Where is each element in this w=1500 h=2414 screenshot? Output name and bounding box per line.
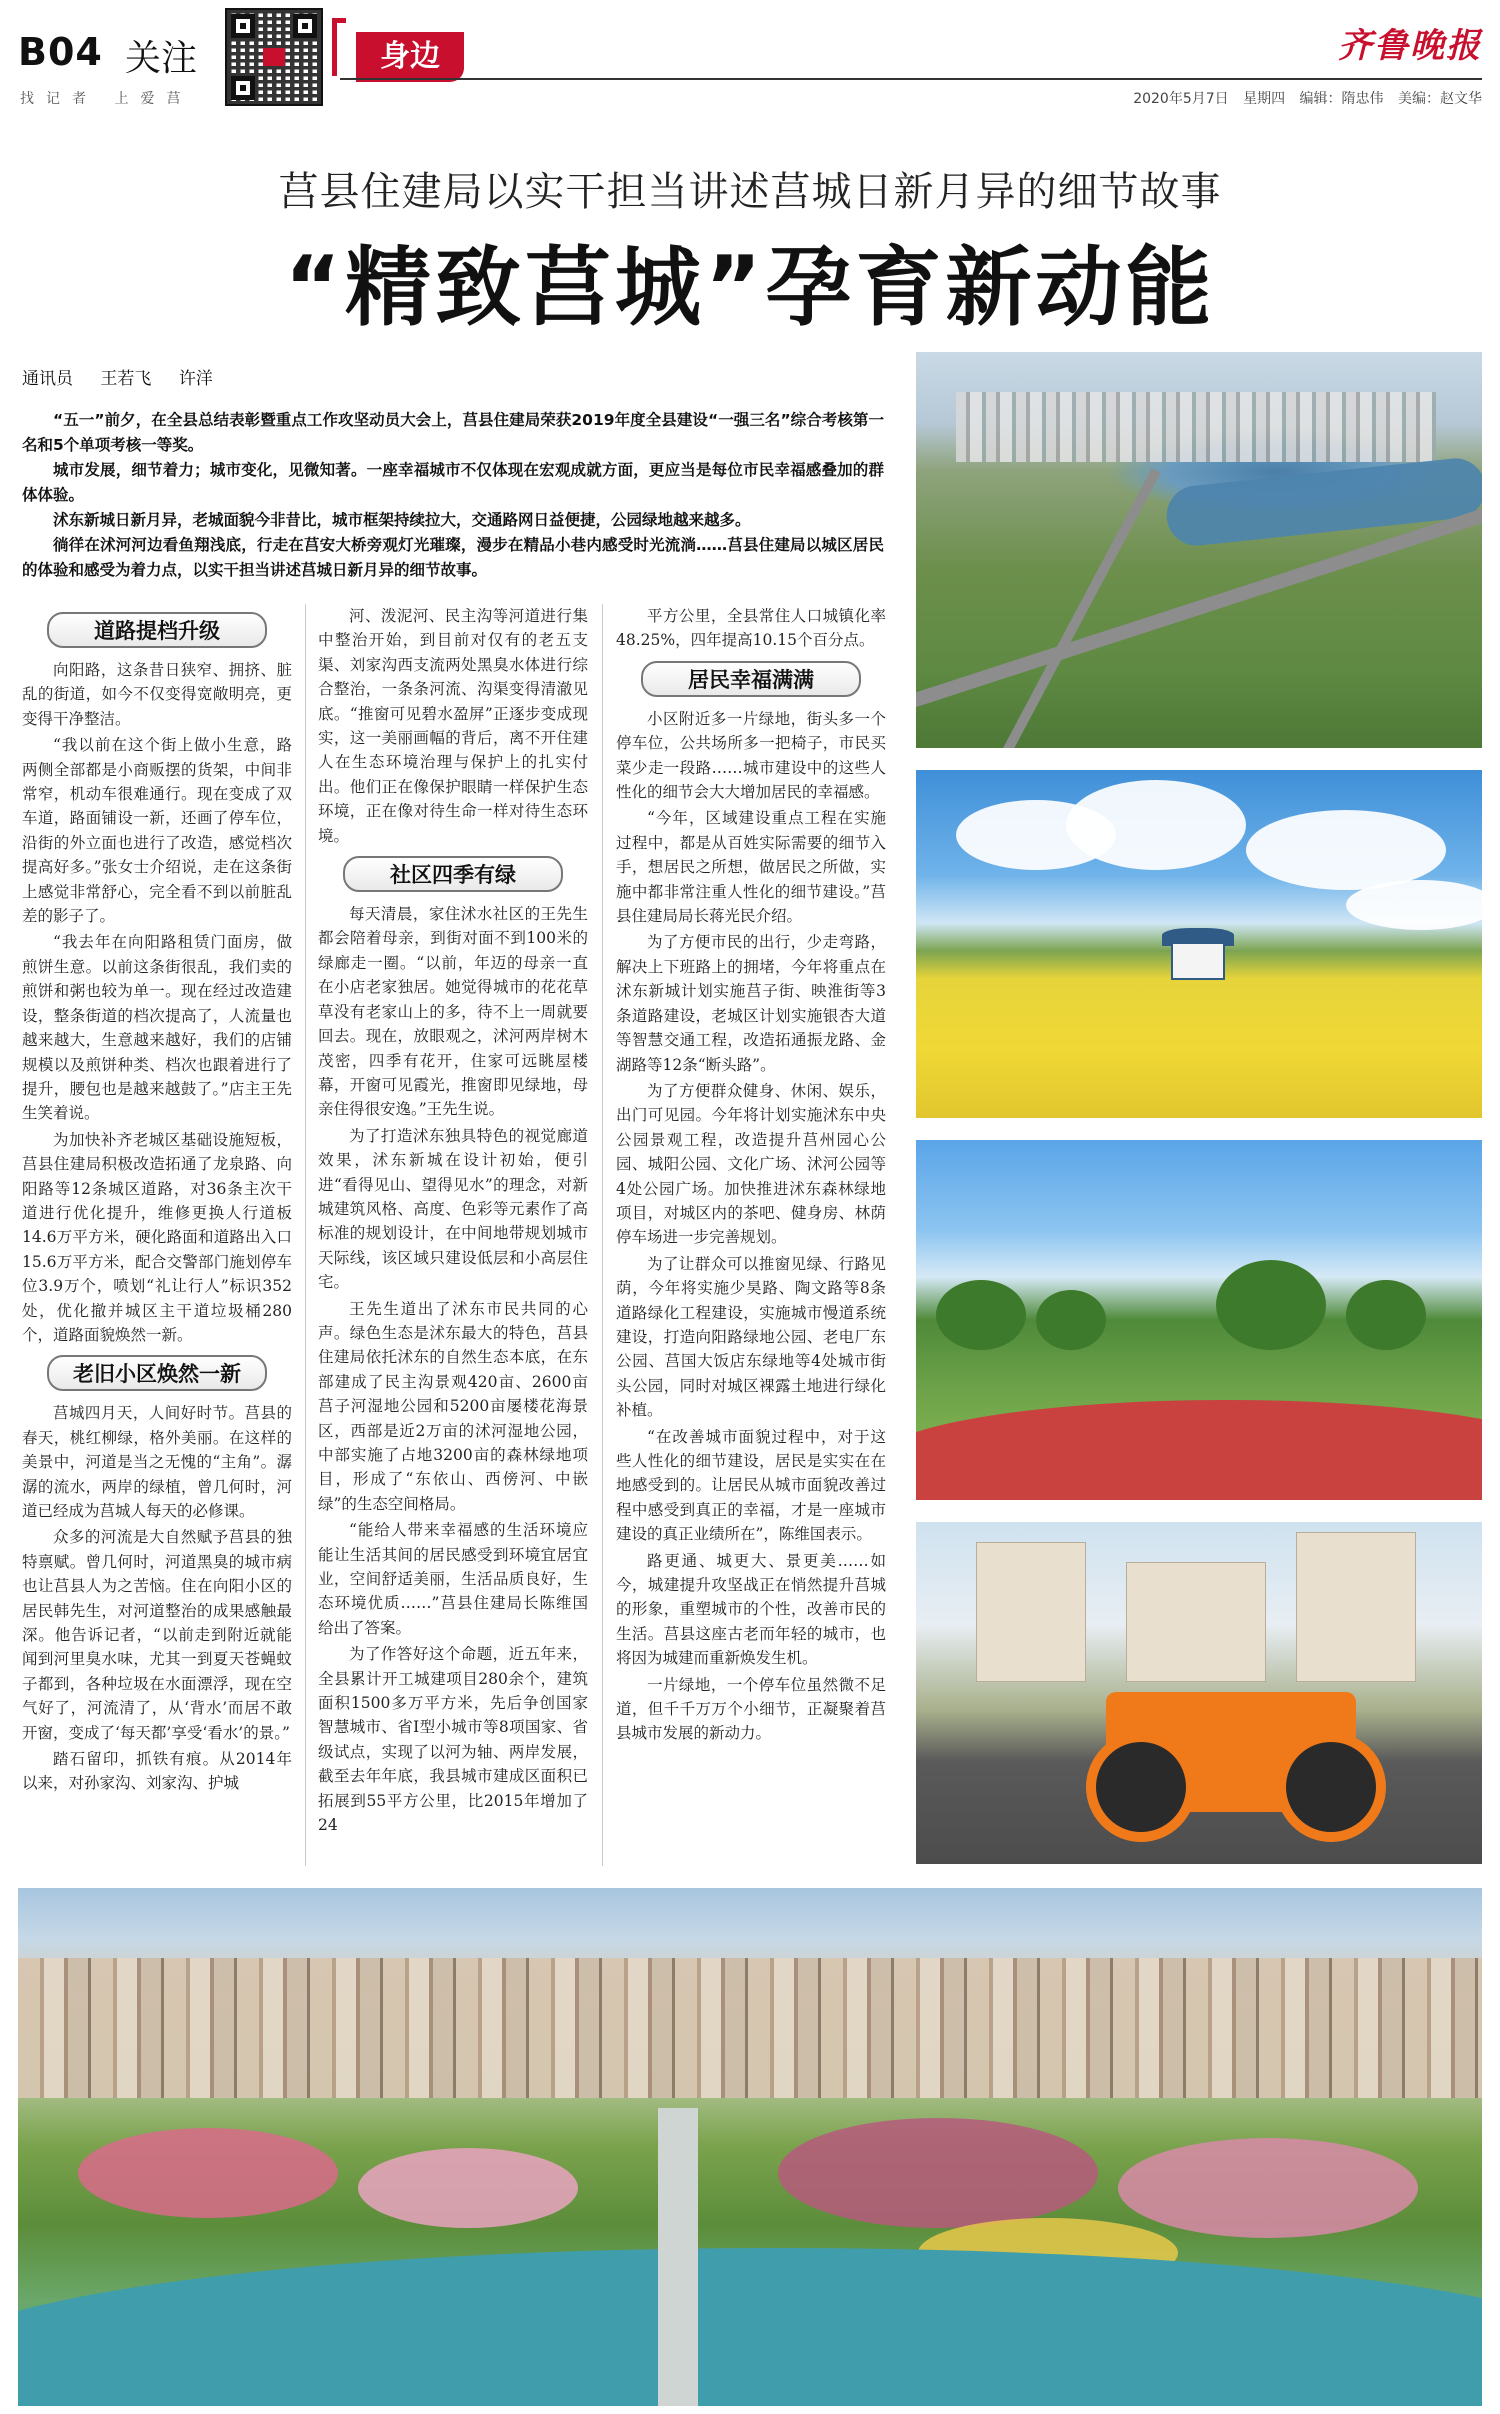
section-badge: 身边 [356, 32, 464, 82]
dateline [1123, 88, 1482, 108]
section-heading: 老旧小区焕然一新 [47, 1355, 267, 1391]
qr-code[interactable] [225, 8, 323, 106]
photo-park-running-track [916, 1140, 1482, 1500]
column-divider [602, 604, 603, 1866]
photo-road-roller-construction [916, 1522, 1482, 1864]
lead-paragraph: 城市发展，细节着力；城市变化，见微知著。一座幸福城市不仅体现在宏观成就方面，更应当是每位市民幸福感叠加的群体体验。 [22, 461, 884, 504]
body-paragraph: “我去年在向阳路租赁门面房，做煎饼生意。以前这条街很乱，我们卖的煎饼和粥也较为单一。现在经过改造建设，整条街道的档次提高了，人流量也越来越大，生意越来越好，我们的店铺规模以及煎饼种类、档次也跟着进行了提升，腰包也是越来越鼓了。”店主王先生笑着说。 [22, 933, 292, 1123]
body-paragraph: 为加快补齐老城区基础设施短板，莒县住建局积极改造拓通了龙泉路、向阳路等12条城区道路，对36条主次干道进行优化提升，维修更换人行道板14.6万平方米，硬化路面和道路出入口15.6万平方米，配合交警部门施划停车位3.9万个，喷划“礼让行人”标识352处，优化撤并城区主干道垃圾桶280个，道路面貌焕然一新。 [22, 1130, 292, 1344]
photo-aerial-city-river [916, 352, 1482, 748]
bracket-decoration [332, 18, 346, 76]
photo-rapeseed-field-pavilion [916, 770, 1482, 1118]
body-paragraph: 为了让群众可以推窗见绿、行路见荫，今年将实施少昊路、陶文路等8条道路绿化工程建设，实施城市慢道系统建设，打造向阳路绿地公园、老电厂东公园、莒国大饭店东绿地等4处城市街头公园，同时对城区裸露土地进行绿化补植。 [616, 1254, 886, 1420]
byline-author: 许洋 [178, 369, 213, 389]
body-paragraph: 为了作答好这个命题，近五年来，全县累计开工城建项目280余个，建筑面积1500多万平方米，先后争创国家智慧城市、省Ⅰ型小城市等8项国家、省级试点，实现了以河为轴、两岸发展，截至去年年底，我县城市建成区面积已拓展到55平方公里，比2015年增加了24 [318, 1645, 588, 1835]
body-paragraph: 为了打造沭东独具特色的视觉廊道效果，沭东新城在设计初始，便引进“看得见山、望得见水”的理念，对新城建筑风格、高度、色彩等元素作了高标准的规划设计，在中间地带规划城市天际线，该区域只建设低层和小高层住宅。 [318, 1126, 588, 1292]
lead-paragraph: 沭东新城日新月异，老城面貌今非昔比，城市框架持续拉大，交通路网日益便捷，公园绿地越来越多。 [53, 511, 751, 529]
photo-panoramic-park-river [18, 1888, 1482, 2406]
article-lead [22, 408, 884, 583]
lead-paragraph: “五一”前夕，在全县总结表彰暨重点工作攻坚动员大会上，莒县住建局荣获2019年度全县建设“一强三名”综合考核第一名和5个单项考核一等奖。 [22, 411, 884, 454]
section-name: 关注 [125, 38, 198, 79]
page-number: B04 [18, 30, 103, 74]
body-paragraph: “在改善城市面貌过程中，对于这些人性化的细节建设，居民是实实在在地感受到的。让居民从城市面貌改善过程中感受到真正的幸福，才是一座城市建设的真正业绩所在”，陈维国表示。 [616, 1427, 886, 1544]
masthead [0, 0, 1500, 135]
body-paragraph: “能给人带来幸福感的生活环境应能让生活其间的居民感受到环境宜居宜业，空间舒适美丽，生活品质良好，生态环境优质……”莒县住建局长陈维国给出了答案。 [318, 1521, 588, 1637]
issue-weekday: 星期四 [1243, 91, 1286, 107]
header-divider [340, 78, 1482, 80]
lead-paragraph: 徜徉在沭河河边看鱼翔浅底，行走在莒安大桥旁观灯光璀璨，漫步在精品小巷内感受时光流淌……莒县住建局以城区居民的体验和感受为着力点，以实干担当讲述莒城日新月异的细节故事。 [22, 536, 884, 579]
byline-author: 王若飞 [100, 369, 152, 389]
body-paragraph: 向阳路，这条昔日狭窄、拥挤、脏乱的街道，如今不仅变得宽敞明亮，更变得干净整洁。 [22, 661, 292, 728]
body-paragraph: 王先生道出了沭东市民共同的心声。绿色生态是沭东最大的特色，莒县住建局依托沭东的自然生态本底，在东部建成了民主沟景观420亩、2600亩莒子河湿地公园和5200亩屡楼花海景区，西部是近2万亩的沭河湿地公园，中部实施了占地3200亩的森林绿地项目，形成了“东依山、西傍河、中嵌绿”的生态空间格局。 [318, 1299, 588, 1513]
newspaper-logo: 齐鲁晚报 [1338, 26, 1482, 66]
body-paragraph: 踏石留印，抓铁有痕。从2014年以来，对孙家沟、刘家沟、护城 [22, 1750, 292, 1793]
body-paragraph: “我以前在这个街上做小生意，路两侧全部都是小商贩摆的货架，中间非常窄，机动车很难通行。现在变成了双车道，路面铺设一新，还画了停车位，沿街的外立面也进行了改造，感觉档次提高好多。”张女士介绍说，走在这条街上感觉非常舒心，完全看不到以前脏乱差的影子了。 [22, 736, 292, 926]
issue-date: 2020年5月7日 [1133, 91, 1229, 107]
body-paragraph: 每天清晨，家住沭水社区的王先生都会陪着母亲，到街对面不到100米的绿廊走一圈。“以前，年迈的母亲一直在小店老家独居。她觉得城市的花花草草没有老家山上的多，待不上一周就要回去。现在，放眼观之，沭河两岸树木茂密，四季有花开，住家可远眺屋楼幕，开窗可见霞光，推窗即见绿地，母亲住得很安逸。”王先生说。 [318, 905, 588, 1119]
section-heading: 居民幸福满满 [641, 661, 861, 697]
designer-credit: 美编：赵文华 [1398, 91, 1482, 107]
body-paragraph: 为了方便群众健身、休闲、娱乐，出门可见园。今年将计划实施沭东中央公园景观工程，改造提升莒州园心公园、城阳公园、文化广场、沭河公园等4处公园广场。加快推进沭东森林绿地项目，对城区内的茶吧、健身房、林荫停车场进一步完善规划。 [616, 1081, 886, 1247]
section-heading: 社区四季有绿 [343, 856, 563, 892]
byline-role: 通讯员 [22, 369, 73, 389]
body-paragraph: 莒城四月天，人间好时节。莒县的春天，桃红柳绿，格外美丽。在这样的美景中，河道是当之无愧的“主角”。潺潺的流水，两岸的绿植，曾几何时，河道已经成为莒城人每天的必修课。 [22, 1404, 292, 1520]
body-paragraph: 小区附近多一片绿地，街头多一个停车位，公共场所多一把椅子，市民买菜少走一段路……城市建设中的这些人性化的细节会大大增加居民的幸福感。 [616, 709, 886, 802]
body-paragraph: 一片绿地，一个停车位虽然微不足道，但千千万万个小细节，正凝聚着莒县城市发展的新动力。 [616, 1675, 886, 1743]
body-paragraph: 路更通、城更大、景更美……如今，城建提升攻坚战正在悄然提升莒城的形象，重塑城市的个性，改善市民的生活。莒县这座古老而年轻的城市，也将因为城建而重新焕发生机。 [616, 1551, 886, 1668]
body-paragraph: 众多的河流是大自然赋予莒县的独特禀赋。曾几何时，河道黑臭的城市病也让莒县人为之苦恼。住在向阳小区的居民韩先生，对河道整治的成果感触最深。他告诉记者，“以前走到附近就能闻到河里臭水味，尤其一到夏天苍蝇蚊子都到，各种垃圾在水面漂浮，现在空气好了，河流清了，从‘背水’而居不敢开窗，变成了‘每天都’享受‘看水’的景。” [22, 1528, 292, 1742]
section-heading: 道路提档升级 [47, 612, 267, 648]
article-column-2 [318, 604, 588, 1874]
tagline: 找记者 上爱莒 [20, 91, 193, 107]
article-column-1 [22, 604, 292, 1874]
body-paragraph: “今年，区域建设重点工程在实施过程中，都是从百姓实际需要的细节入手，想居民之所想，做居民之所做，实施中都非常注重人性化的细节建设。”莒县住建局局长蒋光民介绍。 [616, 809, 886, 926]
body-paragraph: 河、泼泥河、民主沟等河道进行集中整治开始，到目前对仅有的老五支渠、刘家沟西支流两处黑臭水体进行综合整治，一条条河流、沟渠变得清澈见底。“推窗可见碧水盈屏”正逐步变成现实，这一美丽画幅的背后，离不开住建人在生态环境治理与保护上的扎实付出。他们正在像保护眼睛一样保护生态环境，正在像对待生命一样对待生态环境。 [318, 607, 588, 845]
body-paragraph: 为了方便市民的出行，少走弯路，解决上下班路上的拥堵，今年将重点在沭东新城计划实施莒子街、映淮街等3条道路建设，老城区计划实施银杏大道等智慧交通工程，改造拓通振龙路、金湖路等12条“断头路”。 [616, 933, 886, 1074]
byline [22, 364, 235, 389]
main-headline: “精致莒城”孕育新动能 [284, 238, 1216, 338]
editor-credit: 编辑：隋忠伟 [1299, 91, 1384, 107]
headline-kicker: 莒县住建局以实干担当讲述莒城日新月异的细节故事 [278, 169, 1222, 215]
column-divider [305, 604, 306, 1866]
article-column-3 [616, 604, 886, 1874]
body-paragraph: 平方公里，全县常住人口城镇化率48.25%，四年提高10.15个百分点。 [616, 607, 886, 650]
